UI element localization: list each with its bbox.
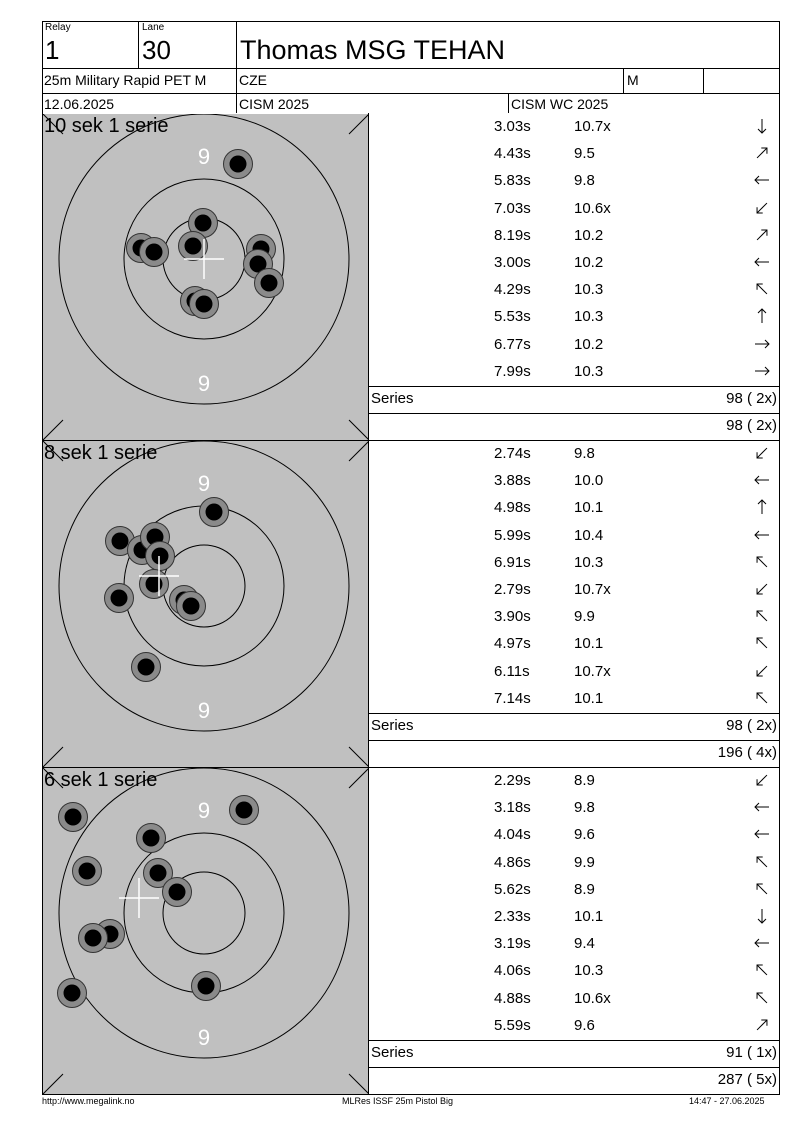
shot-row (369, 195, 779, 222)
shot-time: 3.90s (494, 608, 531, 626)
shot-value: 10.2 (574, 335, 604, 353)
match-date: 12.06.2025 (44, 96, 115, 112)
shot-value: 10.4 (574, 526, 604, 544)
direction-arrow-icon (753, 498, 771, 516)
shot-time: 8.19s (494, 226, 531, 244)
direction-arrow-icon (753, 1016, 771, 1034)
shot-row (369, 1012, 779, 1039)
shot-row (369, 630, 779, 657)
running-total: 287 ( 5x) (717, 1071, 777, 1088)
running-total: 196 ( 4x) (717, 744, 777, 761)
direction-arrow-icon (753, 880, 771, 898)
series-total-row (369, 386, 779, 413)
shot-hole (58, 979, 87, 1008)
shot-value: 10.3 (574, 362, 604, 380)
direction-arrow-icon (753, 280, 771, 298)
shot-hole (255, 269, 284, 298)
shot-value: 10.0 (574, 472, 604, 490)
ring-number-label: 9 (197, 798, 211, 823)
shot-hole (190, 290, 219, 319)
direction-arrow-icon (753, 825, 771, 843)
shot-hole (59, 803, 88, 832)
shot-hole (132, 653, 161, 682)
ring-number-label: 9 (197, 471, 211, 496)
direction-arrow-icon (753, 226, 771, 244)
direction-arrow-icon (753, 362, 771, 380)
relay-value: 1 (45, 35, 60, 65)
shot-value: 10.3 (574, 281, 604, 299)
relay-label: Relay (45, 22, 71, 33)
series-title: 10 sek 1 serie (44, 115, 169, 137)
direction-arrow-icon (753, 853, 771, 871)
shot-row (369, 849, 779, 876)
shot-time: 2.74s (494, 445, 531, 462)
direction-arrow-icon (753, 171, 771, 189)
shot-value: 10.1 (574, 499, 604, 517)
shot-hole (200, 498, 229, 527)
shot-hole (224, 150, 253, 179)
direction-arrow-icon (753, 471, 771, 489)
shot-hole (140, 238, 169, 267)
shot-hole (140, 570, 169, 599)
shot-row (369, 303, 779, 330)
shot-value: 10.2 (574, 254, 604, 271)
series-total-row (369, 713, 779, 740)
direction-arrow-icon (753, 662, 771, 680)
direction-arrow-icon (753, 961, 771, 979)
series-total: 91 ( 1x) (726, 1044, 777, 1061)
shot-hole (230, 796, 259, 825)
shot-time: 2.79s (494, 581, 531, 598)
shot-value: 10.1 (574, 908, 604, 925)
shot-row (369, 358, 779, 385)
shot-row (369, 576, 779, 603)
shot-value: 10.6x (574, 989, 611, 1007)
direction-arrow-icon (753, 934, 771, 952)
shot-row (369, 222, 779, 249)
shot-hole (192, 972, 221, 1001)
shot-row (369, 794, 779, 821)
shot-hole (105, 584, 134, 613)
direction-arrow-icon (753, 144, 771, 162)
direction-arrow-icon (753, 253, 771, 271)
shot-time: 4.86s (494, 853, 531, 871)
athlete-name: Thomas MSG TEHAN (240, 35, 506, 65)
footer-url[interactable]: http://www.megalink.no (42, 1096, 135, 1106)
direction-arrow-icon (753, 526, 771, 544)
shot-hole (179, 232, 208, 261)
shot-value: 9.6 (574, 1016, 595, 1034)
shot-time: 4.88s (494, 989, 531, 1007)
shot-value: 9.6 (574, 826, 595, 844)
shot-time: 5.99s (494, 526, 531, 544)
shot-row (369, 249, 779, 276)
shot-hole (163, 878, 192, 907)
direction-arrow-icon (753, 989, 771, 1007)
shot-time: 4.43s (494, 145, 531, 163)
shot-time: 5.62s (494, 880, 531, 898)
shot-hole (177, 592, 206, 621)
shot-value: 10.6x (574, 199, 611, 217)
shot-value: 8.9 (574, 880, 595, 898)
shot-row (369, 985, 779, 1012)
running-total-row (369, 740, 779, 767)
shot-time: 4.04s (494, 826, 531, 844)
shot-time: 6.77s (494, 335, 531, 353)
ring-number-label: 9 (197, 144, 211, 169)
shot-value: 10.7x (574, 118, 611, 135)
direction-arrow-icon (753, 117, 771, 135)
shot-value: 9.8 (574, 799, 595, 817)
direction-arrow-icon (753, 444, 771, 462)
shot-row (369, 440, 779, 467)
shot-hole (79, 924, 108, 953)
ring-number-label: 9 (197, 698, 211, 723)
lane-value: 30 (142, 35, 171, 65)
direction-arrow-icon (753, 199, 771, 217)
series-total: 98 ( 2x) (726, 390, 777, 407)
shot-hole (137, 824, 166, 853)
ring-number-label: 9 (197, 371, 211, 396)
shot-time: 3.03s (494, 118, 531, 135)
gender: M (627, 72, 639, 88)
shot-value: 9.8 (574, 172, 595, 190)
shot-hole (73, 857, 102, 886)
shot-row (369, 930, 779, 957)
shot-row (369, 331, 779, 358)
shot-row (369, 140, 779, 167)
series-total: 98 ( 2x) (726, 717, 777, 734)
running-total: 98 ( 2x) (726, 417, 777, 434)
series-total-row (369, 1040, 779, 1067)
shot-time: 4.98s (494, 499, 531, 517)
shot-time: 5.53s (494, 308, 531, 326)
shot-time: 6.91s (494, 553, 531, 571)
shot-value: 8.9 (574, 772, 595, 789)
shot-value: 10.7x (574, 581, 611, 598)
series-label: Series (371, 1044, 414, 1061)
competition-name: CISM 2025 (239, 96, 310, 112)
shot-time: 3.88s (494, 472, 531, 490)
running-total-row (369, 1067, 779, 1094)
ring-number-label: 9 (197, 1025, 211, 1050)
shot-row (369, 167, 779, 194)
shot-row (369, 903, 779, 930)
shot-row (369, 767, 779, 794)
shot-value: 9.9 (574, 853, 595, 871)
shot-time: 7.99s (494, 362, 531, 380)
shot-value: 10.2 (574, 226, 604, 244)
shot-value: 10.3 (574, 962, 604, 980)
direction-arrow-icon (753, 689, 771, 707)
direction-arrow-icon (753, 798, 771, 816)
shot-time: 2.29s (494, 772, 531, 789)
series-title: 6 sek 1 serie (44, 769, 158, 791)
shot-time: 4.06s (494, 962, 531, 980)
target-diagram (43, 441, 369, 767)
shot-time: 6.11s (494, 662, 530, 680)
shot-value: 10.1 (574, 635, 604, 653)
event-name: 25m Military Rapid PET M (44, 72, 207, 88)
shot-time: 5.83s (494, 172, 531, 190)
shot-value: 10.3 (574, 308, 604, 326)
shot-time: 5.59s (494, 1016, 531, 1034)
shot-value: 9.8 (574, 445, 595, 462)
shot-row (369, 603, 779, 630)
shot-row (369, 685, 779, 712)
shot-time: 7.14s (494, 689, 531, 707)
shot-time: 7.03s (494, 199, 531, 217)
shot-row (369, 467, 779, 494)
shot-time: 4.97s (494, 635, 531, 653)
shot-hole (146, 542, 175, 571)
shot-row (369, 821, 779, 848)
direction-arrow-icon (753, 580, 771, 598)
shot-row (369, 522, 779, 549)
shot-row (369, 957, 779, 984)
shot-value: 9.4 (574, 935, 595, 953)
shot-value: 10.1 (574, 689, 604, 707)
direction-arrow-icon (753, 335, 771, 353)
direction-arrow-icon (753, 553, 771, 571)
shot-row (369, 494, 779, 521)
shot-time: 4.29s (494, 281, 531, 299)
footer-software: MLRes ISSF 25m Pistol Big (342, 1096, 454, 1106)
target-diagram (43, 114, 369, 440)
shot-value: 10.3 (574, 553, 604, 571)
lane-label: Lane (142, 22, 165, 33)
footer-printed: 14:47 - 27.06.2025 (689, 1096, 765, 1106)
shot-time: 3.19s (494, 935, 531, 953)
shot-row (369, 658, 779, 685)
shot-row (369, 276, 779, 303)
shot-value: 9.9 (574, 608, 595, 626)
shot-value: 9.5 (574, 145, 595, 163)
shot-value: 10.7x (574, 662, 611, 680)
series-label: Series (371, 717, 414, 734)
target-diagram (43, 768, 369, 1094)
direction-arrow-icon (753, 607, 771, 625)
series-label: Series (371, 390, 414, 407)
direction-arrow-icon (753, 307, 771, 325)
shot-row (369, 876, 779, 903)
direction-arrow-icon (753, 634, 771, 652)
shot-time: 3.18s (494, 799, 531, 817)
match-name: CISM WC 2025 (511, 96, 609, 112)
series-title: 8 sek 1 serie (44, 442, 158, 464)
shot-time: 2.33s (494, 908, 531, 925)
shot-row (369, 113, 779, 140)
shot-time: 3.00s (494, 254, 531, 271)
running-total-row (369, 413, 779, 440)
shot-row (369, 549, 779, 576)
direction-arrow-icon (753, 771, 771, 789)
direction-arrow-icon (753, 907, 771, 925)
country-code: CZE (239, 72, 267, 88)
